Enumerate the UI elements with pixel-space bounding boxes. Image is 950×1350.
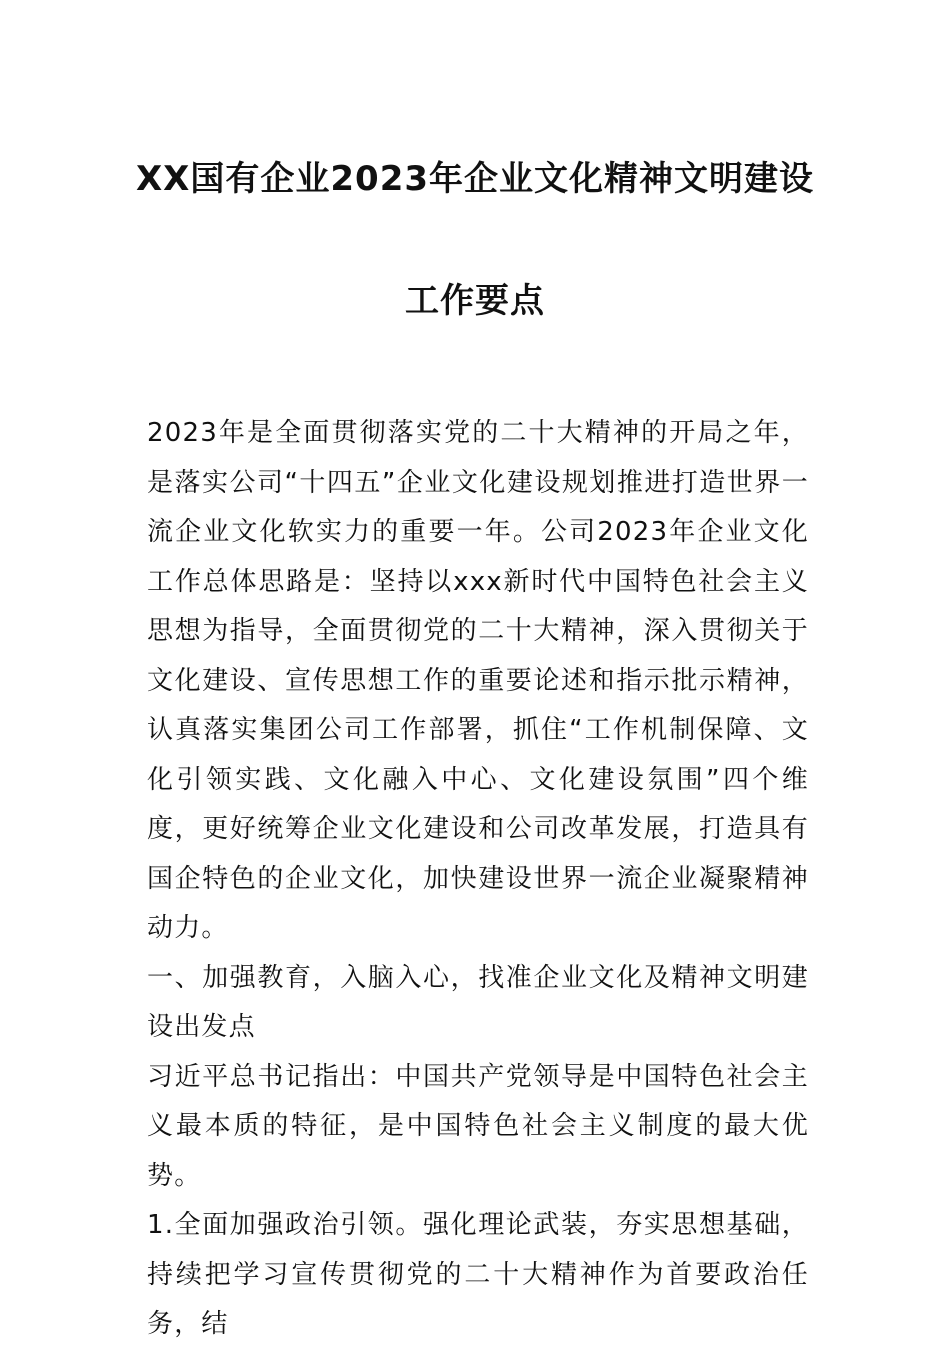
document-title-line-2: 工作要点 xyxy=(405,281,545,321)
section-heading-1: 一、加强教育，入脑入心，找准企业文化及精神文明建设出发点 xyxy=(147,962,809,1042)
item-paragraph-1: 1.全面加强政治引领。强化理论武装，夯实思想基础，持续把学习宣传贯彻党的二十大精神作为首要政治任务，结 xyxy=(147,1210,809,1339)
intro-paragraph: 2023年是全面贯彻落实党的二十大精神的开局之年，是落实公司“十四五”企业文化建设规划推进打造世界一流企业文化软实力的重要一年。公司2023年企业文化工作总体思路是：坚持以xxx新时代中国特色社会主义思想为指导，全面贯彻党的二十大精神，深入贯彻关于文化建设、宣传思想工作的重要论述和指示批示精神，认真落实集团公司工作部署，抓住“工作机制保障、文化引领实践、文化融入中心、文化建设氛围”四个维度，更好统筹企业文化建设和公司改革发展，打造具有国企特色的企业文化，加快建设世界一流企业凝聚精神动力。 xyxy=(147,418,809,943)
document-body xyxy=(147,409,809,1350)
quote-paragraph: 习近平总书记指出：中国共产党领导是中国特色社会主义最本质的特征，是中国特色社会主义制度的最大优势。 xyxy=(147,1061,809,1191)
document-title-line-1: XX国有企业2023年企业文化精神文明建设 xyxy=(135,159,815,199)
